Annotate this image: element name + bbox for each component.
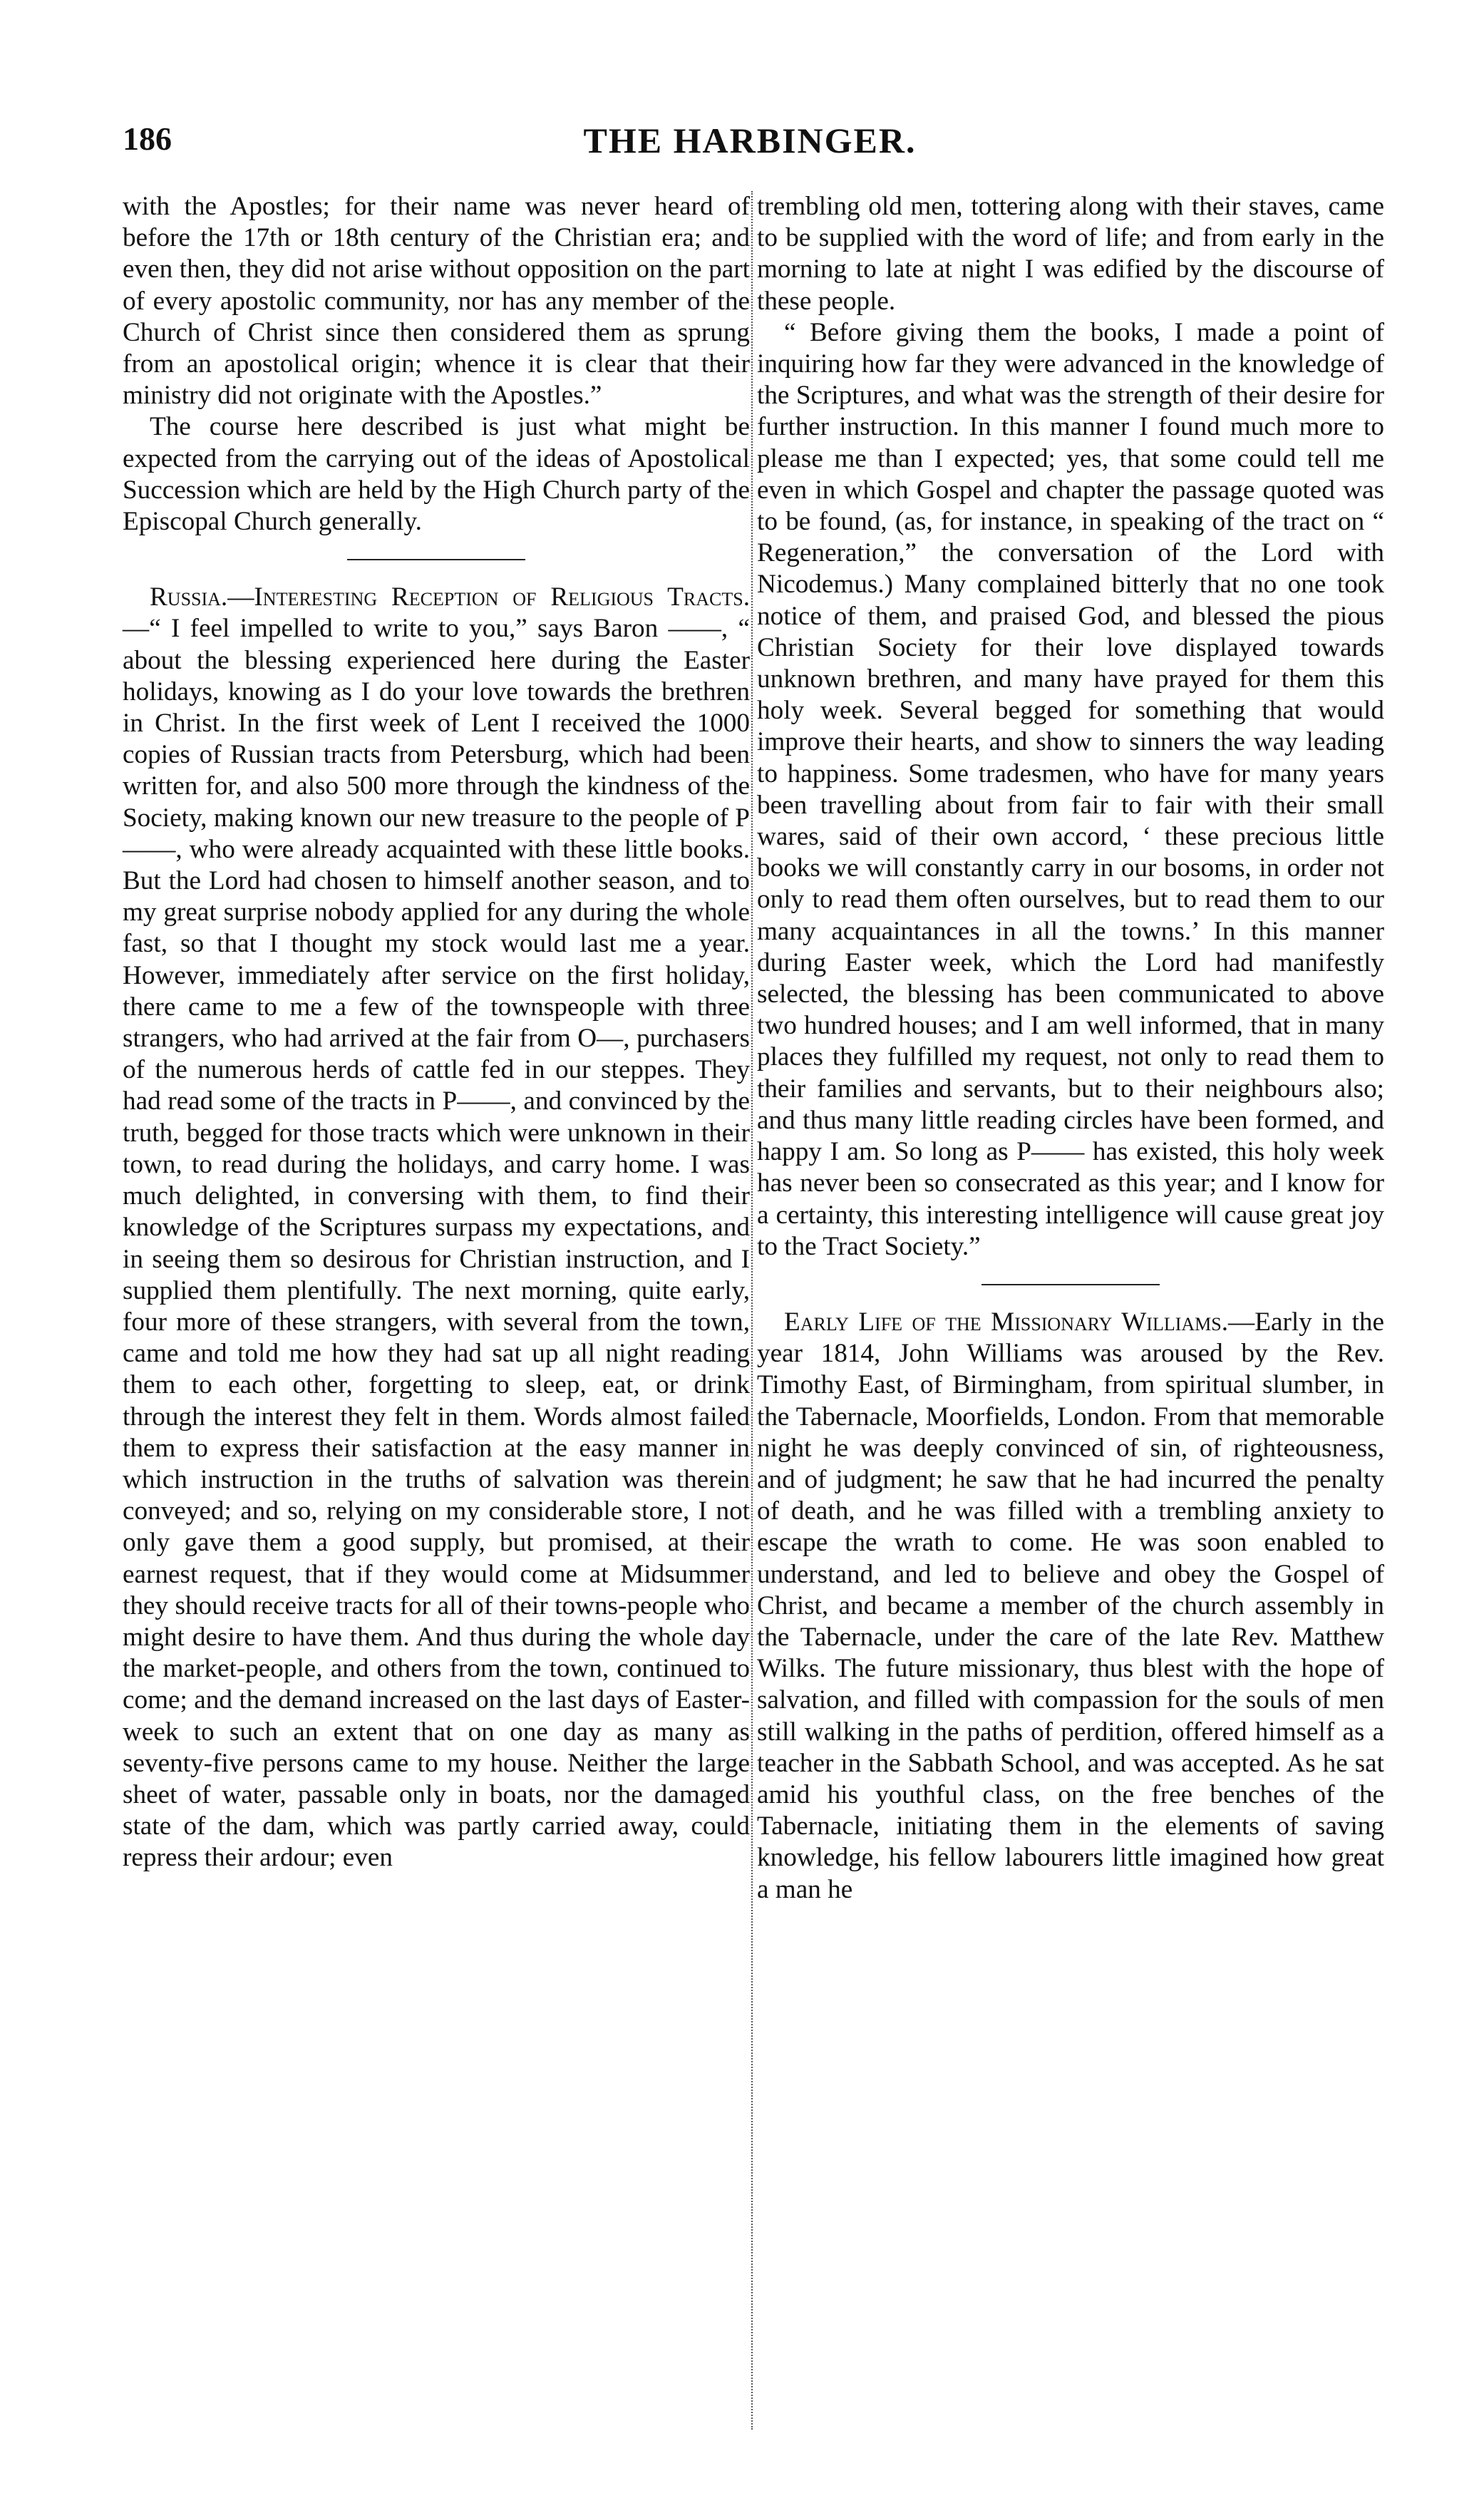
russia-text: “ I feel impelled to write to you,” says Baron ——, “ about the blessing experienced here during the Easter holidays, knowing as I do your love towards the brethren in Christ. In the first week of Lent I received the 1000 copies of Russian tracts from Petersburg, which had been written for, and also 500 more through the kindness of the Society, making known our new treasure to the people of P——, who were already acquainted with these little books. But the Lord had chosen to himself another season, and to my great surprise nobody applied for any during the whole fast, so that I thought my stock would last me a year. However, immediately after service on the first holiday, there came to me a few of the townspeople with three strangers, who had arrived at the fair from O—, purchasers of the numerous herds of cattle fed in our steppes. They had read some of the tracts in P——, and convinced by the truth, begged for those tracts which were unknown in their town, to read during the holidays, and carry home. I was much delighted, in conversing with them, to find their knowledge of the Scriptures surpass my expectations, and in seeing them so desirous for Christian instruction, and I supplied them plentifully. The next morning, quite early, four more of these strangers, with several from the town, came and told me how they had sat up all night reading them to each other, forgetting to sleep, eat, or drink through the interest they felt in them. Words almost failed them to express their satisfaction at the easy manner in which instruction in the truths of salvation was therein conveyed; and so, relying on my considerable store, I not only gave them a good supply, but promised, at their earnest request, that if they would come at Midsummer they should receive tracts for all of their towns-people who might desire to have them. And thus during the whole day the market-people, and others from the town, continued to come; and the demand increased on the last days of Easter-week to such an extent that on one day as many as seventy-five persons came to my house. Neither the large sheet of water, passable only in boats, nor the damaged state of the dam, which was partly carried away, could repress their ardour; even	[123, 614, 750, 1873]
williams-heading: Early Life of the Missionary Williams.—	[784, 1307, 1255, 1337]
williams-article	[757, 1307, 1384, 1906]
russia-article	[123, 582, 750, 1874]
page-header	[123, 120, 1377, 163]
page-number: 186	[123, 120, 172, 157]
russia-heading: Russia.—Interesting Reception of Religious Tracts.—	[123, 582, 750, 644]
section-rule	[347, 559, 525, 560]
running-head: THE HARBINGER.	[583, 120, 917, 160]
left-column	[123, 191, 750, 1874]
left-paragraph-2: The course here described is just what might be expected from the carrying out of the ideas of Apostolical Succession which are held by the High Church party of the Episcopal Church generally.	[123, 412, 750, 537]
right-paragraph-1: trembling old men, tottering along with their staves, came to be supplied with the word of life; and from early in the morning to late at night I was edified by the discourse of these people.	[757, 192, 1384, 316]
right-column	[757, 191, 1384, 1906]
left-paragraph-1: with the Apostles; for their name was never heard of before the 17th or 18th century of the Christian era; and even then, they did not arise without opposition on the part of every apostolic community, nor has any member of the Church of Christ since then considered them as sprung from an apostolical origin; whence it is clear that their ministry did not originate with the Apostles.”	[123, 192, 750, 411]
section-rule	[981, 1284, 1160, 1285]
column-divider	[751, 191, 753, 2430]
right-paragraph-2: “ Before giving them the books, I made a point of inquiring how far they were advanced in the knowledge of the Scriptures, and what was the strength of their desire for further instruction. In this manner I found much more to please me than I expected; yes, that some could tell me even in which Gospel and chapter the passage quoted was to be found, (as, for instance, in speaking of the tract on “ Regeneration,” the conversation of the Lord with Nicodemus.) Many complained bitterly that no one took notice of them, and praised God, and blessed the pious Christian Society for their love displayed towards unknown brethren, and many have prayed for them this holy week. Several begged for something that would improve their hearts, and show to sinners the way leading to happiness. Some tradesmen, who have for many years been travelling about from fair to fair with their small wares, said of their own accord, ‘ these precious little books we will constantly carry in our bosoms, in order not only to read them often ourselves, but to read them to our many acquaintances in all the towns.’ In this manner during Easter week, which the Lord had manifestly selected, the blessing has been communicated to above two hundred houses; and I am well informed, that in many places they fulfilled my request, not only to read them to their families and servants, but to their neighbours also; and thus many little reading circles have been formed, and happy I am. So long as P—— has existed, this holy week has never been so consecrated as this year; and I know for a certainty, this interesting intelligence will cause great joy to the Tract Society.”	[757, 317, 1384, 1261]
williams-text: Early in the year 1814, John Williams was aroused by the Rev. Timothy East, of Birmingham, from spiritual slumber, in the Tabernacle, Moorfields, London. From that memorable night he was deeply convinced of sin, of righteousness, and of judgment; he saw that he had incurred the penalty of death, and he was filled with a trembling anxiety to escape the wrath to come. He was soon enabled to understand, and led to believe and obey the Gospel of Christ, and became a member of the church assembly in the Tabernacle, under the care of the late Rev. Matthew Wilks. The future missionary, thus blest with the hope of salvation, and filled with compassion for the souls of men still walking in the paths of perdition, offered himself as a teacher in the Sabbath School, and was accepted. As he sat amid his youthful class, on the free benches of the Tabernacle, initiating them in the elements of saving knowledge, his fellow labourers little imagined how great a man he	[757, 1307, 1384, 1904]
